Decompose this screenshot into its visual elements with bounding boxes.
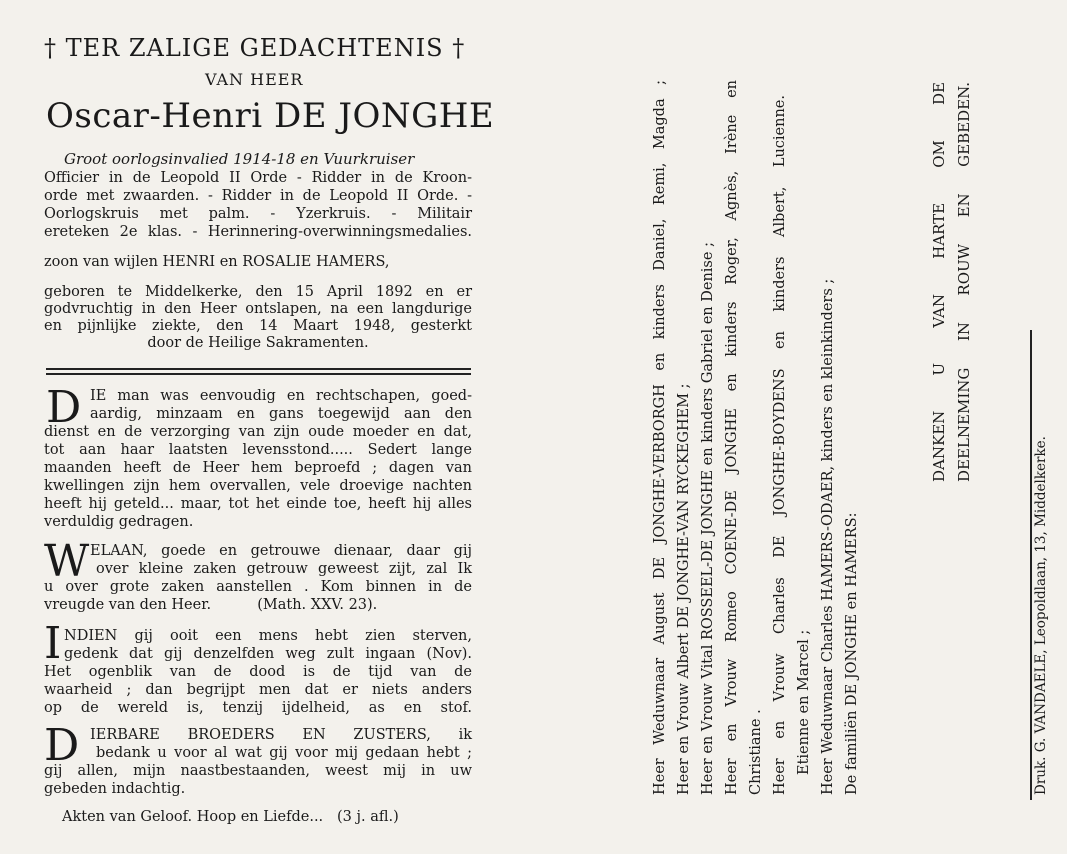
family-line: Heer en Vrouw Vital ROSSEEL-DE JONGHE en kinders Gabriel en Denise ; <box>700 242 716 795</box>
parents-line: zoon van wijlen HENRI en ROSALIE HAMERS, <box>44 254 390 270</box>
indulgence-note: Akten van Geloof. Hoop en Liefde... (3 j. afl.) <box>62 809 399 825</box>
para1-line: IE man was eenvoudig en rechtschapen, goed- <box>90 388 472 404</box>
family-line: De familiën DE JONGHE en HAMERS: <box>844 512 860 795</box>
drop-cap: D <box>44 720 80 771</box>
thanks-line: DANKEN U VAN HARTE OM DE <box>930 82 948 482</box>
para4-line: bedank u voor al wat gij voor mij gedaan hebt ; <box>96 745 472 761</box>
para3-line: waarheid ; dan begrijpt men dat er niets anders <box>44 682 472 698</box>
printer-rule <box>1030 330 1032 800</box>
honours-line: ereteken 2e klas. - Herinnering-overwinningsmedalies. <box>44 224 472 240</box>
divider-top <box>46 368 471 370</box>
para1-line: aardig, minzaam en gans toegewijd aan den <box>90 406 472 422</box>
divider-bottom <box>46 373 471 375</box>
drop-cap: D <box>46 382 82 433</box>
family-line: Heer Weduwnaar August DE JONGHE-VERBORGH en kinders Daniel, Remi, Magda ; <box>652 80 668 795</box>
subtitle: Groot oorlogsinvalied 1914-18 en Vuurkruiser <box>64 150 415 168</box>
para1-line: heeft hij geteld... maar, tot het einde toe, heeft hij alles <box>44 496 472 512</box>
para1-line: maanden heeft de Heer hem beproefd ; dagen van <box>44 460 472 476</box>
family-line: Heer en Vrouw Albert DE JONGHE-VAN RYCKEGHEM ; <box>676 383 692 795</box>
family-line: Christiane . <box>748 709 764 795</box>
para1-line: kwellingen zijn hem overvallen, vele droevige nachten <box>44 478 472 494</box>
para1-line: verduldig gedragen. <box>44 514 194 530</box>
para1-line: dienst en de verzorging van zijn oude moeder en dat, <box>44 424 472 440</box>
van-heer-label: VAN HEER <box>205 70 304 89</box>
para3-line: gedenk dat gij denzelfden weg zult ingaan (Nov). <box>64 646 472 662</box>
para3-line: Het ogenblik van de dood is de tijd van de <box>44 664 472 680</box>
family-line: Heer en Vrouw Charles DE JONGHE-BOYDENS en kinders Albert, Lucienne. <box>772 95 788 795</box>
para2-line: ELAAN, goede en getrouwe dienaar, daar gij <box>90 543 472 559</box>
para2-line: vreugde van den Heer. (Math. XXV. 23). <box>44 597 378 613</box>
family-line: Heer Weduwnaar Charles HAMERS-ODAER, kinders en kleinkinders ; <box>820 278 836 795</box>
family-line: Heer en Vrouw Romeo COENE-DE JONGHE en kinders Roger, Agnès, Irène en <box>724 80 740 795</box>
honours-line: orde met zwaarden. - Ridder in de Leopold II Orde. - <box>44 188 472 204</box>
honours-line: Oorlogskruis met palm. - Yzerkruis. - Militair <box>44 206 472 222</box>
para4-line: IERBARE BROEDERS EN ZUSTERS, ik <box>90 727 472 743</box>
card-title: † TER ZALIGE GEDACHTENIS † <box>44 34 466 62</box>
para2-line: u over grote zaken aanstellen . Kom binnen in de <box>44 579 472 595</box>
para1-line: tot aan haar laatsten levensstond..... Sedert lange <box>44 442 472 458</box>
birth-death-line: door de Heilige Sakramenten. <box>147 335 369 351</box>
para2-line: over kleine zaken getrouw geweest zijt, zal Ik <box>96 561 472 577</box>
honours-line: Officier in de Leopold II Orde - Ridder in de Kroon- <box>44 170 472 186</box>
deceased-name: Oscar-Henri DE JONGHE <box>46 96 495 136</box>
drop-cap: I <box>44 618 62 669</box>
thanks-line: DEELNEMING IN ROUW EN GEBEDEN. <box>955 82 973 482</box>
birth-death-line: geboren te Middelkerke, den 15 April 1892 en er <box>44 284 472 300</box>
drop-cap: W <box>44 536 90 587</box>
birth-death-line: en pijnlijke ziekte, den 14 Maart 1948, gesterkt <box>44 318 472 334</box>
para3-line: op de wereld is, tenzij ijdelheid, as en stof. <box>44 700 472 716</box>
family-line: Etienne en Marcel ; <box>796 629 812 775</box>
para4-line: gebeden indachtig. <box>44 781 186 797</box>
para4-line: gij allen, mijn naastbestaanden, weest mij in uw <box>44 763 472 779</box>
para3-line: NDIEN gij ooit een mens hebt zien sterven, <box>64 628 472 644</box>
printer-imprint: Druk. G. VANDAELE, Leopoldlaan, 13, Middelkerke. <box>1033 436 1049 795</box>
birth-death-line: godvruchtig in den Heer ontslapen, na een langdurige <box>44 301 472 317</box>
